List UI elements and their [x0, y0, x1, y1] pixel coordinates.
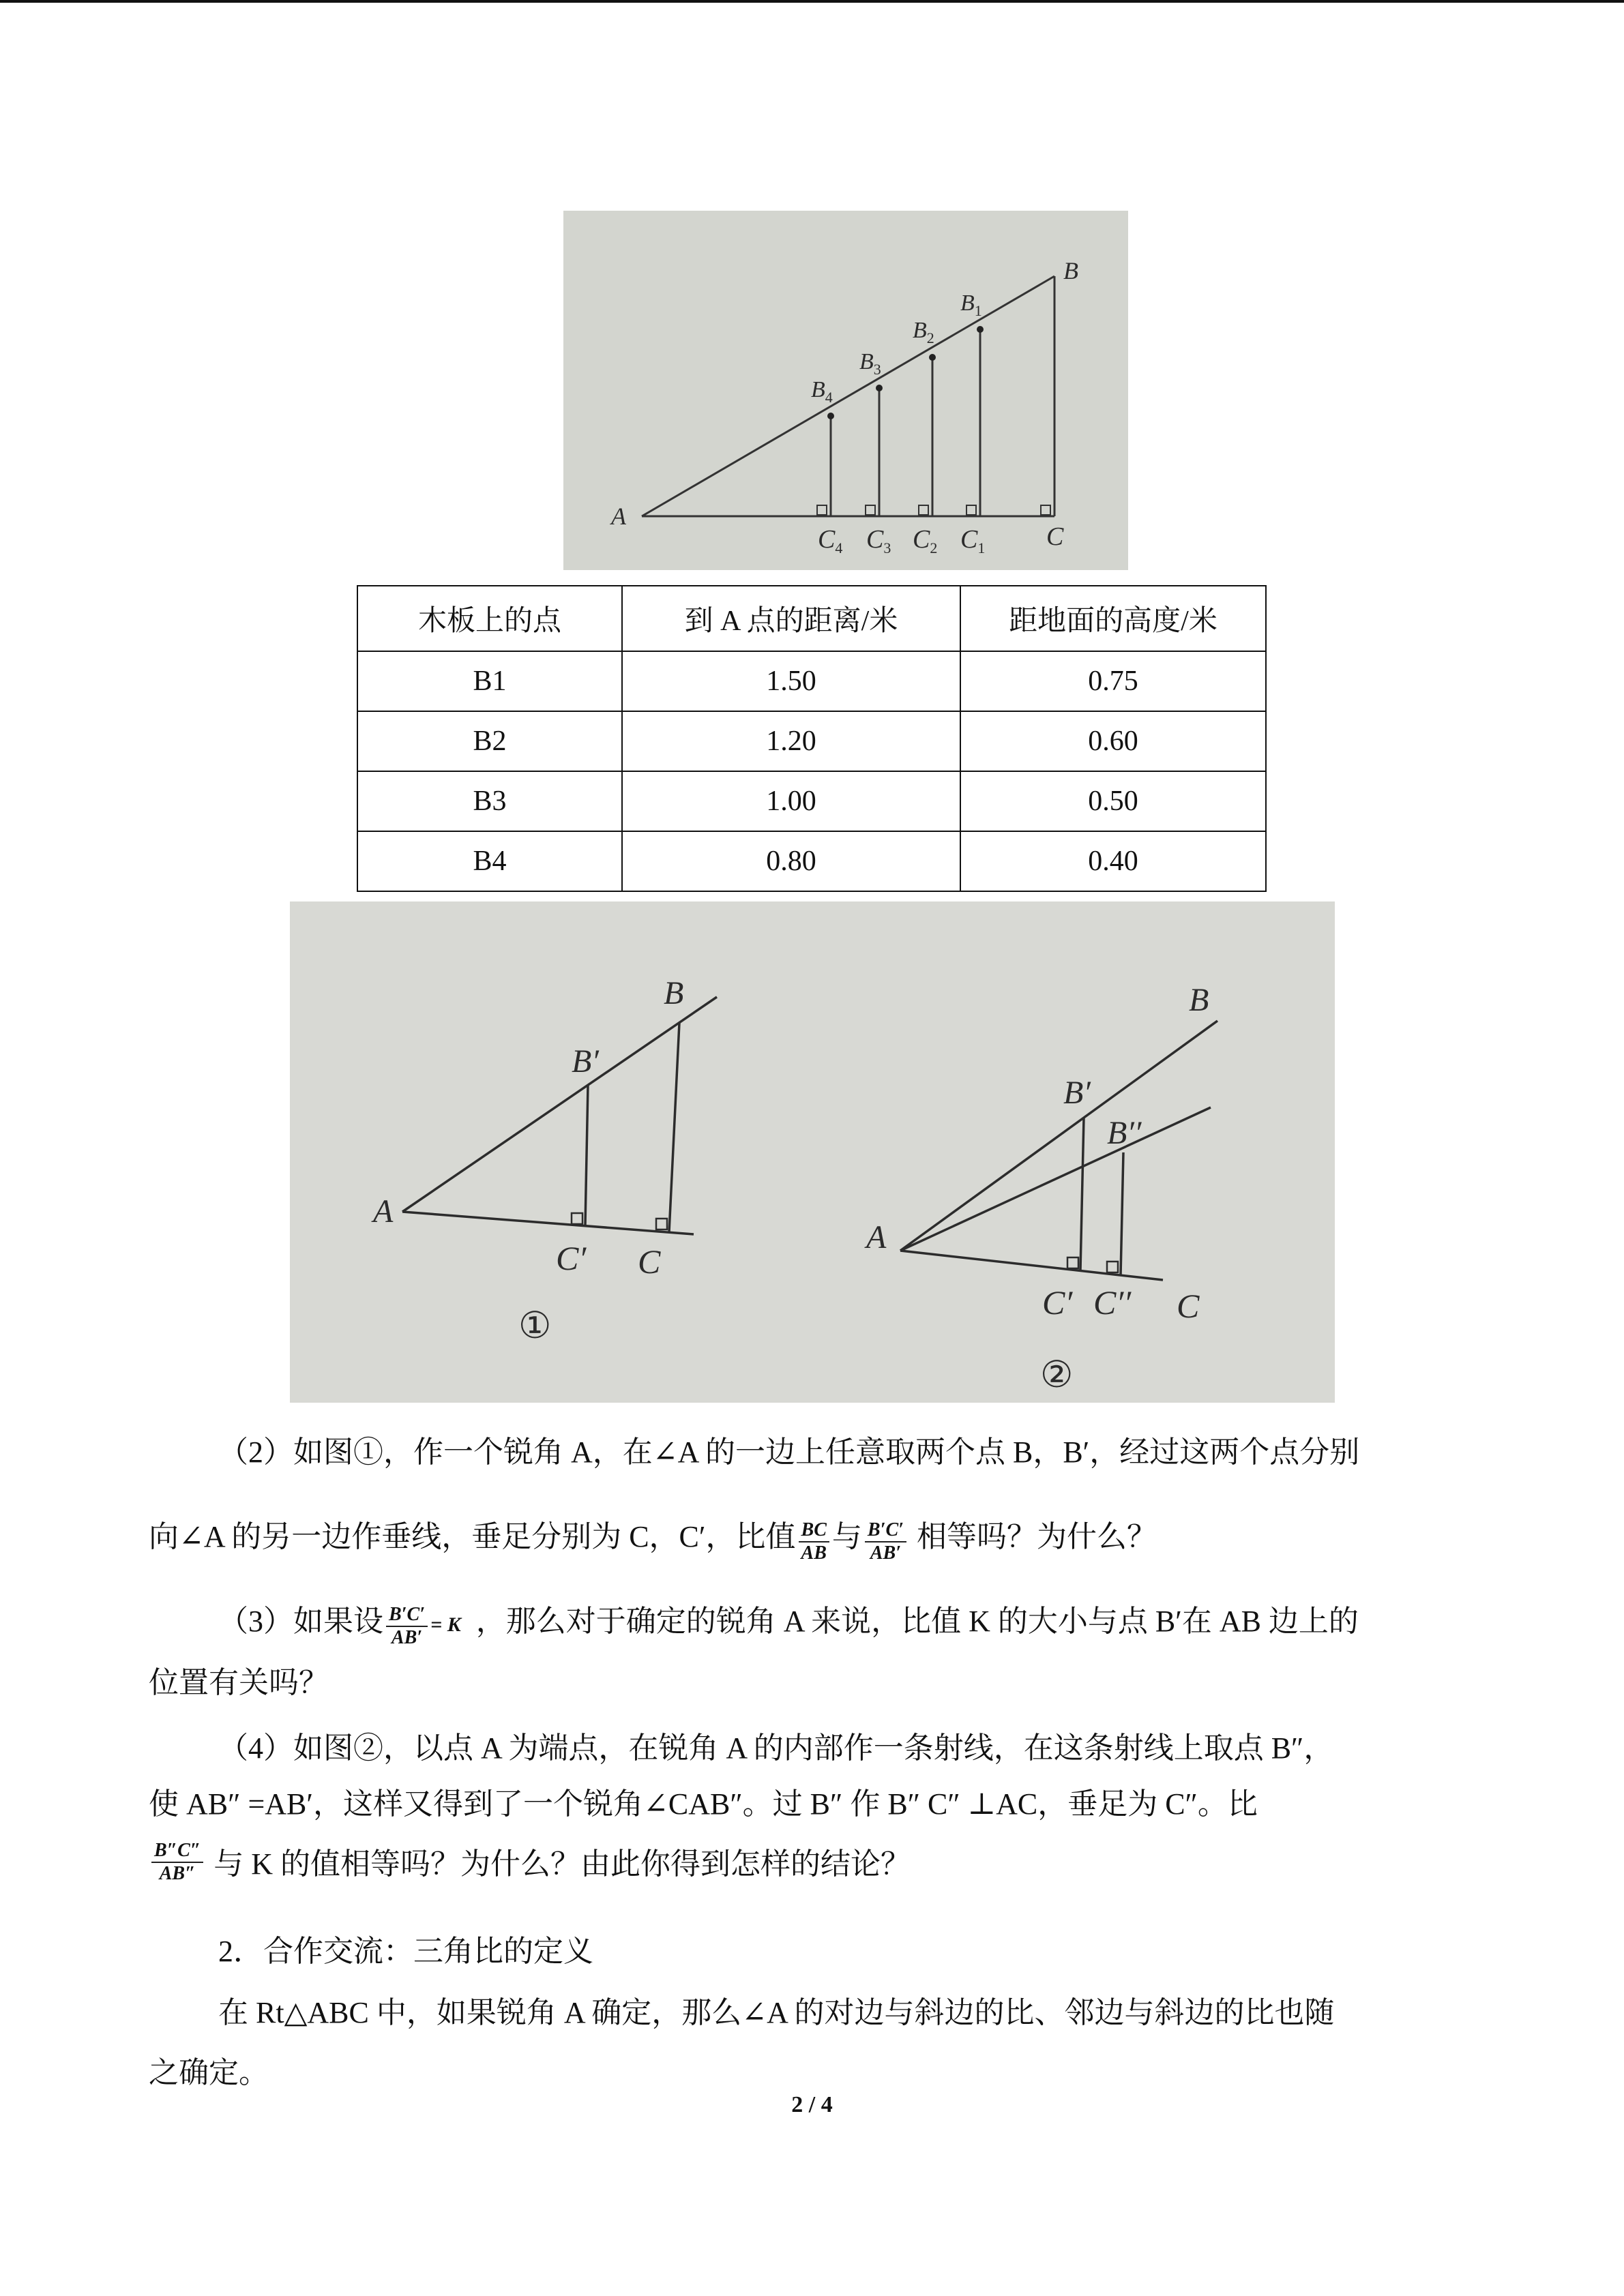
question-3-text-continued: ，那么对于确定的锐角 A 来说，比值 K 的大小与点 B′在 AB 边上的 — [475, 1605, 1359, 1638]
table-header-row — [357, 586, 1266, 651]
fig2-right-label-C-prime: C′ — [1042, 1283, 1073, 1322]
question-2-ending: 相等吗？为什么？ — [917, 1520, 1157, 1553]
fraction-bcp-abp — [865, 1519, 906, 1564]
label-B4: $B_4$ — [811, 377, 833, 406]
fraction-bdp-abdp — [151, 1840, 203, 1885]
table-cell: 1.20 — [622, 711, 960, 771]
fig2-right-label-A: A — [866, 1219, 887, 1255]
definition-line-1: 在 Rt△ABC 中，如果锐角 A 确定，那么∠A 的对边与斜边的比、邻边与斜边的比也随 — [218, 1996, 1335, 2029]
fig2-left-caption: ① — [518, 1305, 552, 1346]
question-4-line-1: （4）如图②，以点 A 为端点，在锐角 A 的内部作一条射线，在这条射线上取点 B″， — [218, 1731, 1334, 1765]
k-equals: = K — [430, 1613, 461, 1636]
angle-diagram — [290, 901, 1335, 1403]
label-C2: $C_2$ — [913, 525, 938, 556]
question-2-line-1: （2）如图①，作一个锐角 A，在∠A 的一边上任意取两个点 B，B′，经过这两个点分别 — [218, 1435, 1360, 1469]
fig2-right-label-C-double-prime: C′′ — [1093, 1283, 1132, 1322]
table-cell: 0.50 — [960, 771, 1266, 831]
table-header: 距地面的高度/米 — [960, 586, 1266, 651]
measurement-table — [357, 585, 1267, 892]
table-cell: 0.40 — [960, 831, 1266, 891]
table-header: 到 A 点的距离/米 — [622, 586, 960, 651]
fig2-right-label-C: C — [1177, 1287, 1200, 1325]
question-4-text: 与 K 的值相等吗？为什么？由此你得到怎样的结论？ — [213, 1847, 911, 1881]
fraction-k-definition — [386, 1604, 428, 1649]
fraction-denominator: AB′ — [870, 1542, 902, 1564]
fig2-left-label-B: B — [664, 975, 684, 1011]
table-cell: 1.00 — [622, 771, 960, 831]
label-C: C — [1046, 522, 1064, 551]
question-3-text: （3）如果设 — [218, 1605, 383, 1638]
fraction-numerator: B′C′ — [386, 1604, 428, 1627]
label-C4: $C_4$ — [818, 525, 843, 556]
question-4-line-3 — [149, 1840, 1479, 1886]
question-2-line-2 — [149, 1515, 1479, 1564]
ramp-figure — [563, 211, 1128, 570]
fig2-right-label-B: B — [1189, 982, 1209, 1018]
question-4-line-2: 使 AB″ =AB′，这样又得到了一个锐角∠CAB″。过 B″ 作 B″ C″ ⊥AC，垂足为 C″。比 — [149, 1787, 1258, 1821]
fraction-denominator: AB — [801, 1542, 827, 1564]
page-number: 2 / 4 — [791, 2092, 833, 2117]
table-cell: B1 — [357, 651, 622, 711]
question-2-connector: 与 — [831, 1520, 862, 1553]
label-B2: $B_2$ — [913, 318, 934, 346]
fraction-denominator: AB″ — [159, 1863, 196, 1884]
fraction-numerator: BC — [799, 1519, 829, 1542]
fraction-numerator: B′C′ — [865, 1519, 906, 1542]
table-row — [357, 651, 1266, 711]
top-rule — [0, 0, 1624, 3]
fig2-left-label-C: C — [638, 1242, 661, 1281]
label-B1: $B_1$ — [960, 290, 982, 319]
fig2-left-label-B-prime: B′ — [572, 1043, 599, 1079]
table-cell: 0.80 — [622, 831, 960, 891]
angle-figure — [290, 901, 1335, 1403]
question-2-text: 向∠A 的另一边作垂线，垂足分别为 C，C′，比值 — [149, 1520, 796, 1553]
table-cell: B2 — [357, 711, 622, 771]
label-C3: $C_3$ — [866, 525, 891, 556]
table-row — [357, 771, 1266, 831]
table-cell: 0.60 — [960, 711, 1266, 771]
table-cell: 1.50 — [622, 651, 960, 711]
fig2-right-label-B-prime: B′ — [1063, 1075, 1091, 1111]
fraction-denominator: AB′ — [391, 1627, 423, 1648]
fig2-left-label-C-prime: C′ — [556, 1239, 587, 1277]
table-row — [357, 711, 1266, 771]
table-cell: B3 — [357, 771, 622, 831]
table-cell: 0.75 — [960, 651, 1266, 711]
section-heading: 2．合作交流：三角比的定义 — [218, 1935, 593, 1968]
table-header: 木板上的点 — [357, 586, 622, 651]
label-A: A — [611, 503, 626, 530]
label-B3: $B_3$ — [859, 349, 881, 378]
fig2-right-label-B-double-prime: B′′ — [1107, 1115, 1142, 1151]
question-3-line-1 — [218, 1600, 1548, 1649]
table-cell: B4 — [357, 831, 622, 891]
fig2-left-label-A: A — [373, 1193, 394, 1229]
fraction-numerator: B″C″ — [151, 1840, 203, 1863]
label-B: B — [1063, 257, 1078, 284]
label-C1: $C_1$ — [960, 525, 986, 556]
fig2-right-caption: ② — [1040, 1354, 1074, 1395]
definition-line-2: 之确定。 — [149, 2056, 269, 2089]
fraction-bc-ab — [799, 1519, 829, 1564]
table-row — [357, 831, 1266, 891]
question-3-line-2: 位置有关吗？ — [149, 1666, 329, 1699]
ramp-diagram — [563, 211, 1128, 570]
